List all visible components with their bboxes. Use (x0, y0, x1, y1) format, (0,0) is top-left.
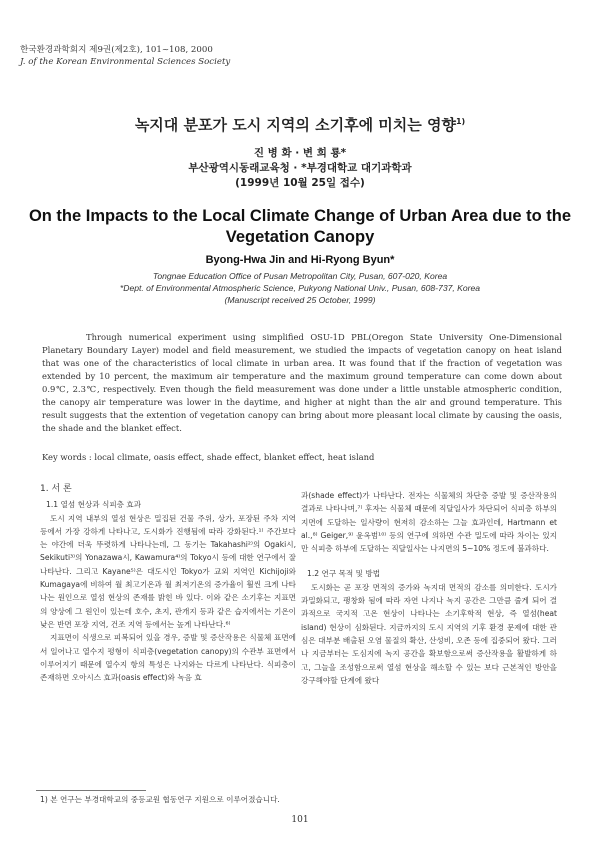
page-number: 101 (291, 815, 309, 825)
body-paragraph: 도시화는 곧 포장 면적의 증가와 녹지대 면적의 감소를 의미한다. 도시가 과밀화되고, 팽창화 됨에 따라 자연 나지나 녹지 공간은 그만큼 줄게 되어 결과적으로 국지적 고온 현상이 나타나는 소기후학적 현상, 즉 열섬(heat island) 현상이 심화된다. 지금까지의 도시 지역의 기후 환경 문제에 대한 관심은 대부분 배출된 오염 물질의 확산, 산성비, 오존 등에 집중되어 왔다. 그러나 지금부터는 도심지에 녹지 공간을 확보함으로써 증산작용을 활발하게 하고, 그늘을 조성함으로써 열섬 현상을 해소할 수 있는 보다 근본적인 방안을 강구해야할 단계에 왔다 (301, 582, 557, 685)
abstract: Through numerical experiment using simplified OSU-1D PBL(Oregon State University One-Dimensional Planetary Boundary Layer) model and field measurement, we studied the impacts of vegetation canopy on heat island that was one of the characteristics of local climate in urban area. It was found that if the fraction of vegetation was extended by 10 percent, the maximum air temperature and the maximum ground temperature can come down about 0.9℃, 2.3℃, respectively. Even though the field measurement was done under a little unstable atmospheric condition, the canopy air temperature was lower in the daytime, and higher at night than the air and ground temperature. This result suggests that the extention of vegetation canopy can bring about more pleasant local climate by causing the oasis, the shade and the blanket effect. (42, 332, 562, 433)
english-affiliation-1: Tongnae Education Office of Pusan Metropolitan City, Pusan, 607-020, Korea (152, 271, 448, 281)
english-received: (Manuscript received 25 October, 1999) (224, 295, 376, 305)
journal-english: J. of the Korean Environmental Sciences Society (20, 57, 231, 67)
body-paragraph: 도시 지역 내부의 열섬 현상은 밀집된 건물 주위, 상가, 포장된 주차 지역 등에서 가장 강하게 나타나고, 도시화가 진행됨에 따라 강화된다.¹⁾ 주간보다는 야간에 더욱 뚜렷하게 나타나는데, 그 동기는 Takahashi²⁾의 Ogaki시, Sekikuti³⁾의 Yonazawa시, Kawamura⁴⁾의 Tokyo시 등에 대한 연구에서 잘 나타난다. 그리고 Kayane⁵⁾은 대도시인 Tokyo가 교외 지역인 Kichijoji와 Kumagaya에 비하여 월 최고기온과 월 최저기온의 증가율이 훨씬 크게 나타나는 원인으로 열섬 현상의 존재를 밝힌 바 있다. 이와 같은 소기후는 지표면의 양상에 그 원인이 있는데 호수, 초지, 관개지 등과 같은 습지에서는 기온이 낮은 반면 포장 지역, 건조 지역 등에서는 높게 나타난다.⁶⁾ (40, 513, 296, 629)
body-paragraph: 과(shade effect)가 나타난다. 전자는 식물체의 차단층 증발 및 증산작용의 결과로 나타나며,⁷⁾ 후자는 식물체 때문에 직달일사가 차단되어 식피층 하부의 지면에 도달하는 일사량이 현저히 감소하는 그늘 효과인데, Hartmann et al.,⁸⁾ Geiger,⁹⁾ 윤옥범¹⁰⁾ 등의 연구에 의하면 수관 밀도에 따라 차이는 있지만 식피층 하부에 도달하는 직달일사는 나지면의 5~10% 정도에 불과하다. (301, 491, 557, 554)
korean-author-block (0, 146, 600, 191)
right-column (301, 489, 557, 687)
english-affiliation-block (0, 270, 600, 306)
keywords: Key words : local climate, oasis effect, shade effect, blanket effect, heat island (42, 452, 375, 462)
english-affiliation-2: *Dept. of Environmental Atmospheric Science, Pukyong National Univ., Pusan, 608-737, Korea (119, 283, 481, 293)
footnote: 1) 본 연구는 부경대학교의 중등교원 협동연구 지원으로 이루어졌습니다. (40, 795, 280, 804)
title-footnote-marker: 1) (455, 117, 466, 126)
footnote-divider (36, 790, 146, 791)
korean-affiliation: 부산광역시동래교육청 · *부경대학교 대기과학과 (188, 162, 412, 174)
spacer (301, 555, 557, 567)
journal-korean: 한국환경과학회지 제9권(제2호), 101~108, 2000 (20, 45, 213, 55)
left-column (40, 483, 296, 684)
section-heading-introduction: 1. 서 론 (40, 484, 72, 494)
korean-title-text: 녹지대 분포가 도시 지역의 소기후에 미치는 영향 (134, 116, 456, 134)
korean-title (0, 114, 600, 135)
english-title: On the Impacts to the Local Climate Change of Urban Area due to the Vegetation Canopy (28, 207, 572, 246)
subsection-heading-1-2: 1.2 연구 목적 및 방법 (307, 569, 381, 579)
korean-authors: 진 병 화 · 변 희 룡* (253, 147, 347, 159)
english-authors: Byong-Hwa Jin and Hi-Ryong Byun* (205, 254, 395, 266)
journal-header (20, 44, 230, 68)
body-paragraph: 지표면이 식생으로 피복되어 있을 경우, 증발 및 증산작용은 식물체 표면에서 일어나고 열수지 평형이 식피층(vegetation canopy)의 수관부 표면에서 이루어지기 때문에 열수지 항의 특성은 나지와는 다르게 나타난다. 식피층이 존재하면 오아시스 효과(oasis effect)와 녹음 효 (40, 633, 296, 683)
subsection-heading-1-1: 1.1 열섬 현상과 식피층 효과 (46, 500, 142, 510)
korean-received: (1999년 10월 25일 접수) (235, 177, 365, 189)
